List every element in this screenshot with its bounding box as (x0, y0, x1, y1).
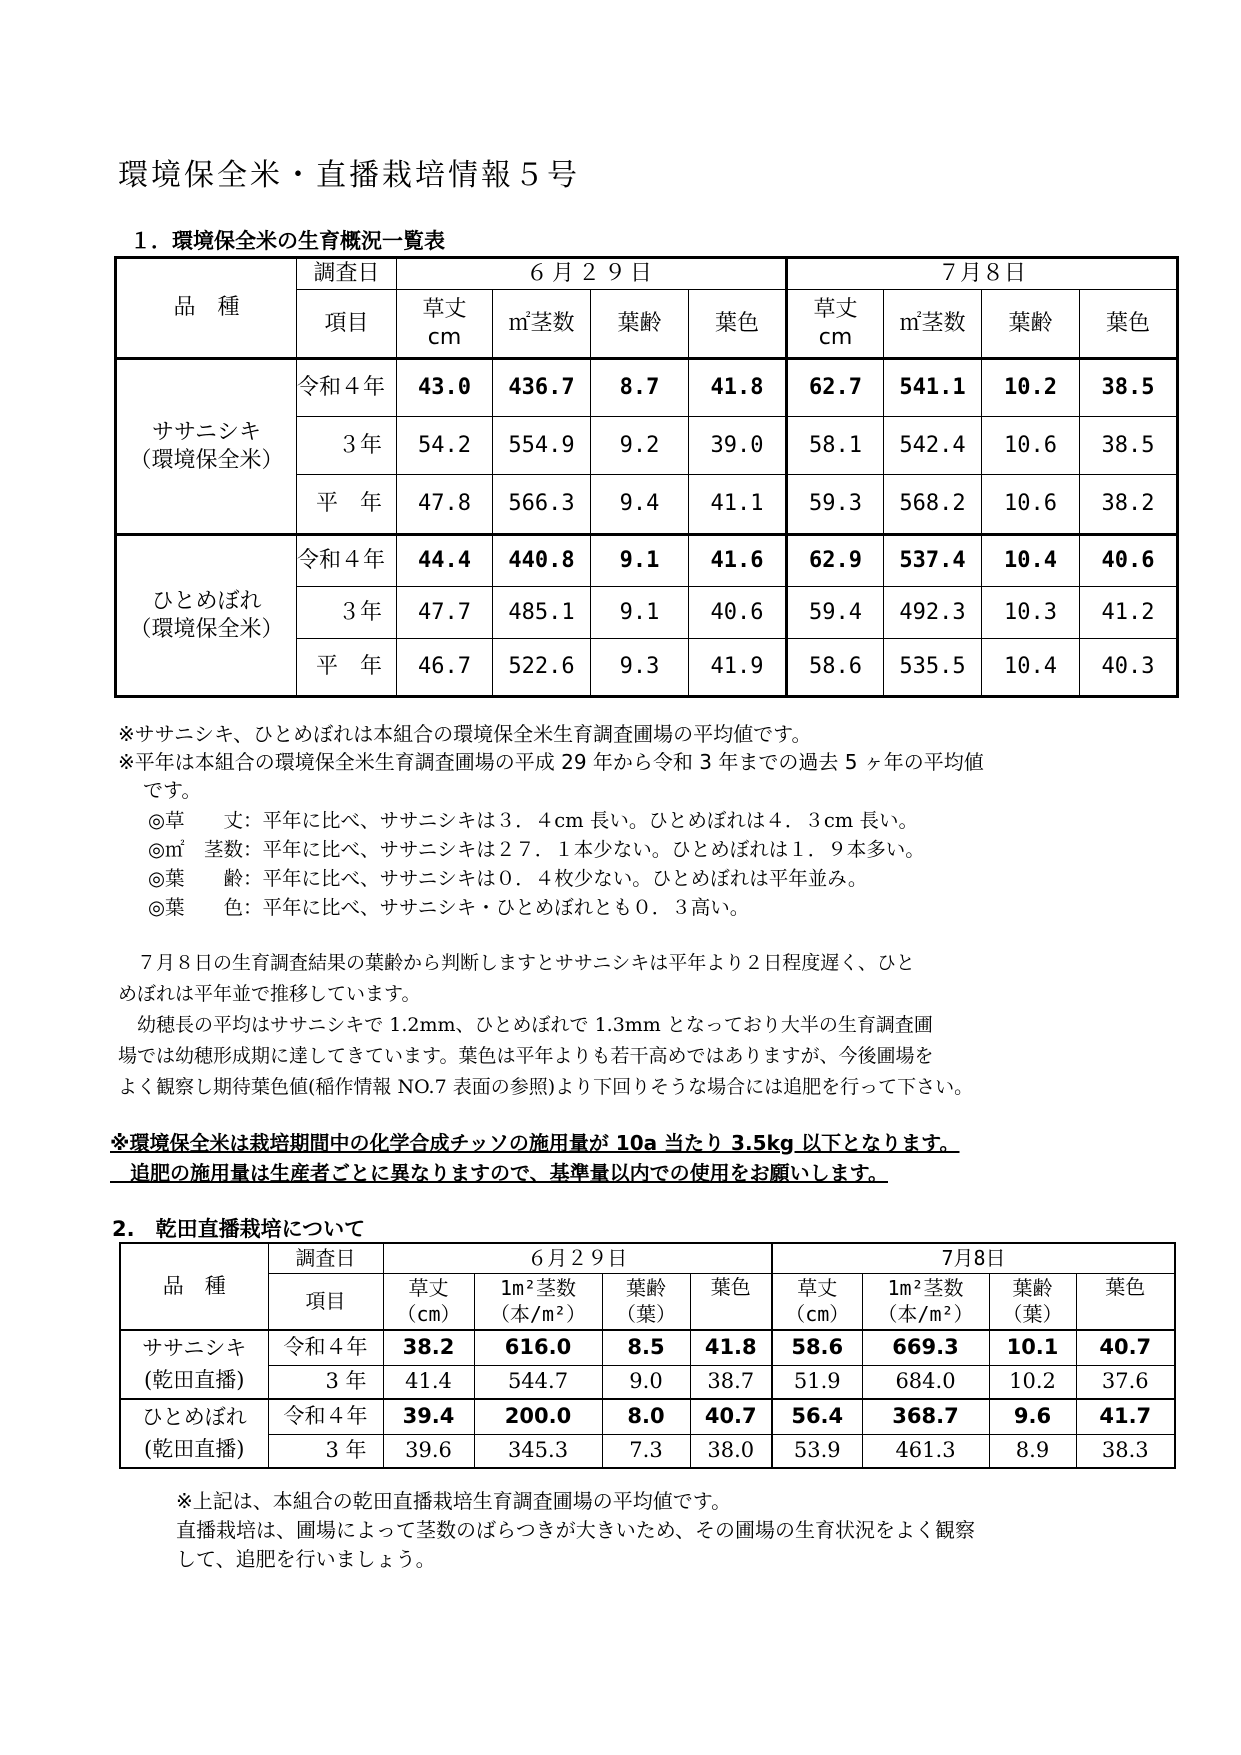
item-label: 項目 (268, 1273, 383, 1330)
date2-header: 7月8日 (772, 1243, 1175, 1273)
value-cell: 541.1 (884, 359, 982, 417)
col-leafcolor-2: 葉色 (1076, 1273, 1175, 1330)
year-label: 3 年 (268, 1434, 383, 1468)
value-cell: 616.0 (474, 1330, 602, 1365)
value-cell: 669.3 (862, 1330, 989, 1365)
col-height-unit: （cm） (396, 1302, 461, 1327)
variety-header: 品 種 (116, 258, 297, 359)
variety-header: 品 種 (120, 1243, 268, 1330)
value-cell: 535.5 (884, 639, 982, 697)
value-cell: 38.5 (1080, 417, 1178, 475)
value-cell: 39.0 (689, 417, 787, 475)
col-height (383, 1273, 474, 1330)
variety-name: ひとめぼれ (151, 589, 262, 614)
col-height-unit: cm (427, 324, 462, 350)
value-cell: 522.6 (493, 639, 591, 697)
col-stems: ㎡茎数 (493, 290, 591, 359)
bullet-leafcolor (148, 892, 749, 920)
year-label: 令和４年 (297, 535, 397, 587)
variety-note: （環境保全米） (129, 616, 284, 642)
year-label: ３年 (297, 587, 397, 639)
variety-cell (116, 535, 297, 697)
bullet-label: ◎葉 色 (148, 896, 244, 919)
value-cell: 554.9 (493, 417, 591, 475)
col-height-label: 草丈 (422, 297, 467, 322)
date2-header: ７月８日 (787, 258, 1178, 290)
value-cell: 40.6 (689, 587, 787, 639)
year-label: ３年 (297, 417, 397, 475)
value-cell: 40.6 (1080, 535, 1178, 587)
value-cell: 40.3 (1080, 639, 1178, 697)
value-cell: 58.6 (772, 1330, 862, 1365)
variety-cell (120, 1399, 268, 1468)
value-cell: 41.8 (689, 359, 787, 417)
date1-header: ６月２９日 (397, 258, 787, 290)
value-cell: 54.2 (397, 417, 493, 475)
col-leafage: 葉齢 (591, 290, 689, 359)
year-label: 平 年 (297, 475, 397, 535)
note-2: ※平年は本組合の環境保全米生育調査圃場の平成 29 年から令和 3 年までの過去 5 ヶ年の平均値 (118, 750, 984, 774)
paragraph-line: めぼれは平年並で推移しています。 (118, 983, 421, 1005)
value-cell: 47.8 (397, 475, 493, 535)
bullet-text: ：平年に比べ、ササニシキは３．４cm 長い。ひとめぼれは４．３cm 長い。 (243, 809, 918, 832)
paragraph-line: 幼穂長の平均はササニシキで 1.2mm、ひとめぼれで 1.3mm となっており大半の生育調査圃 (118, 1014, 933, 1036)
value-cell: 41.8 (690, 1330, 772, 1365)
value-cell: 58.1 (787, 417, 884, 475)
variety-note: (乾田直播) (144, 1367, 245, 1392)
col-stems-unit: （本/m²） (489, 1302, 587, 1327)
col-leafcolor: 葉色 (690, 1273, 772, 1330)
value-cell: 8.0 (602, 1399, 690, 1434)
section2-note-2: 直播栽培は、圃場によって茎数のばらつきが大きいため、その圃場の生育状況をよく観察 (176, 1518, 975, 1542)
survey-date-label: 調査日 (297, 258, 397, 290)
table-row (120, 1330, 1175, 1365)
variety-note: (乾田直播) (144, 1436, 245, 1461)
value-cell: 38.2 (1080, 475, 1178, 535)
value-cell: 10.4 (982, 535, 1080, 587)
col-leafage-unit: （葉） (616, 1302, 676, 1327)
variety-name: ひとめぼれ (141, 1405, 247, 1429)
variety-cell (120, 1330, 268, 1399)
value-cell: 38.7 (690, 1365, 772, 1399)
col-height-2 (772, 1273, 862, 1330)
bullet-label: ◎葉 齢 (148, 867, 244, 890)
value-cell: 9.0 (602, 1365, 690, 1399)
col-height-2 (787, 290, 884, 359)
value-cell: 41.2 (1080, 587, 1178, 639)
value-cell: 41.7 (1076, 1399, 1175, 1434)
value-cell: 461.3 (862, 1434, 989, 1468)
paragraph-line: よく観察し期待葉色値(稲作情報 NO.7 表面の参照)より下回りそうな場合には追肥を行って下さい。 (118, 1076, 974, 1098)
value-cell: 58.6 (787, 639, 884, 697)
table-row (120, 1434, 1175, 1468)
col-height-label: 草丈 (813, 297, 858, 322)
value-cell: 10.6 (982, 417, 1080, 475)
col-leafage-2: 葉齢 (982, 290, 1080, 359)
col-leafage-label: 葉齢 (626, 1276, 666, 1301)
value-cell: 568.2 (884, 475, 982, 535)
value-cell: 10.1 (989, 1330, 1076, 1365)
value-cell: 10.2 (989, 1365, 1076, 1399)
bullet-label: ◎㎡ 茎数 (148, 838, 244, 861)
value-cell: 440.8 (493, 535, 591, 587)
section2-heading: 2. 乾田直播栽培について (112, 1217, 366, 1241)
value-cell: 47.7 (397, 587, 493, 639)
section2-note-3: して、追肥を行いましょう。 (176, 1547, 436, 1571)
value-cell: 9.3 (591, 639, 689, 697)
value-cell: 53.9 (772, 1434, 862, 1468)
date1-header: ６月２９日 (383, 1243, 772, 1273)
paragraph-line: ７月８日の生育調査結果の葉齢から判断しますとササニシキは平年より２日程度遅く、ひと (118, 952, 915, 974)
col-leafage (602, 1273, 690, 1330)
value-cell: 41.9 (689, 639, 787, 697)
value-cell: 38.2 (383, 1330, 474, 1365)
value-cell: 9.4 (591, 475, 689, 535)
item-label: 項目 (297, 290, 397, 359)
value-cell: 39.6 (383, 1434, 474, 1468)
variety-name: ササニシキ (142, 1336, 247, 1360)
value-cell: 59.4 (787, 587, 884, 639)
value-cell: 8.9 (989, 1434, 1076, 1468)
table-row (116, 359, 1178, 417)
direct-seeding-table (119, 1242, 1176, 1469)
note-1: ※ササニシキ、ひとめぼれは本組合の環境保全米生育調査圃場の平均値です。 (118, 722, 812, 746)
value-cell: 8.5 (602, 1330, 690, 1365)
survey-date-label: 調査日 (268, 1243, 383, 1273)
bullet-height (148, 805, 918, 833)
value-cell: 537.4 (884, 535, 982, 587)
col-stems-unit: （本/m²） (877, 1302, 974, 1327)
value-cell: 492.3 (884, 587, 982, 639)
col-stems (474, 1273, 602, 1330)
year-label: 平 年 (297, 639, 397, 697)
variety-note: （環境保全米） (129, 447, 284, 473)
value-cell: 51.9 (772, 1365, 862, 1399)
value-cell: 8.7 (591, 359, 689, 417)
value-cell: 10.6 (982, 475, 1080, 535)
col-height-label: 草丈 (408, 1276, 449, 1301)
value-cell: 37.6 (1076, 1365, 1175, 1399)
col-leafcolor-2: 葉色 (1080, 290, 1178, 359)
value-cell: 542.4 (884, 417, 982, 475)
table-row (116, 535, 1178, 587)
variety-name: ササニシキ (151, 420, 262, 445)
value-cell: 38.5 (1080, 359, 1178, 417)
value-cell: 345.3 (474, 1434, 602, 1468)
note-3: です。 (143, 778, 202, 802)
value-cell: 9.6 (989, 1399, 1076, 1434)
value-cell: 200.0 (474, 1399, 602, 1434)
value-cell: 41.4 (383, 1365, 474, 1399)
value-cell: 39.4 (383, 1399, 474, 1434)
value-cell: 40.7 (1076, 1330, 1175, 1365)
bullet-leafage (148, 863, 867, 891)
value-cell: 436.7 (493, 359, 591, 417)
bullet-label: ◎草 丈 (148, 809, 244, 832)
value-cell: 40.7 (690, 1399, 772, 1434)
value-cell: 44.4 (397, 535, 493, 587)
col-stems-2 (862, 1273, 989, 1330)
value-cell: 59.3 (787, 475, 884, 535)
value-cell: 9.1 (591, 535, 689, 587)
value-cell: 544.7 (474, 1365, 602, 1399)
col-leafage-unit: （葉） (1002, 1302, 1063, 1327)
growth-summary-table (114, 256, 1179, 698)
table-row (120, 1365, 1175, 1399)
section1-heading: １．環境保全米の生育概況一覧表 (130, 229, 445, 253)
value-cell: 62.9 (787, 535, 884, 587)
paragraph-line: 場では幼穂形成期に達してきています。葉色は平年よりも若干高めではありますが、今後圃場を (118, 1045, 934, 1067)
value-cell: 485.1 (493, 587, 591, 639)
page-title: 環境保全米・直播栽培情報５号 (118, 158, 580, 193)
col-stems-label: 1m²茎数 (499, 1276, 577, 1301)
value-cell: 38.3 (1076, 1434, 1175, 1468)
year-label: 令和４年 (297, 359, 397, 417)
value-cell: 7.3 (602, 1434, 690, 1468)
warning-line-1: ※環境保全米は栽培期間中の化学合成チッソの施用量が 10a 当たり 3.5kg 以下となります。 (110, 1131, 960, 1155)
variety-cell (116, 359, 297, 535)
section2-note-1: ※上記は、本組合の乾田直播栽培生育調査圃場の平均値です。 (176, 1489, 732, 1513)
value-cell: 56.4 (772, 1399, 862, 1434)
value-cell: 41.6 (689, 535, 787, 587)
bullet-text: ：平年に比べ、ササニシキは０．４枚少ない。ひとめぼれは平年並み。 (243, 867, 868, 890)
value-cell: 9.2 (591, 417, 689, 475)
col-height-unit: （cm） (785, 1302, 850, 1327)
year-label: 3 年 (268, 1365, 383, 1399)
col-leafage-label: 葉齢 (1012, 1276, 1053, 1301)
col-leafcolor: 葉色 (689, 290, 787, 359)
col-stems-2: ㎡茎数 (884, 290, 982, 359)
bullet-text: ：平年に比べ、ササニシキ・ひとめぼれとも０．３高い。 (243, 896, 750, 919)
col-height-unit: cm (818, 324, 853, 350)
value-cell: 10.3 (982, 587, 1080, 639)
table-row (120, 1399, 1175, 1434)
bullet-stems (148, 834, 925, 862)
value-cell: 10.2 (982, 359, 1080, 417)
value-cell: 684.0 (862, 1365, 989, 1399)
value-cell: 41.1 (689, 475, 787, 535)
col-leafage-2 (989, 1273, 1076, 1330)
value-cell: 9.1 (591, 587, 689, 639)
value-cell: 38.0 (690, 1434, 772, 1468)
year-label: 令和４年 (268, 1330, 383, 1365)
value-cell: 566.3 (493, 475, 591, 535)
bullet-text: ：平年に比べ、ササニシキは２７．１本少ない。ひとめぼれは１．９本多い。 (243, 838, 925, 861)
value-cell: 46.7 (397, 639, 493, 697)
col-stems-label: 1m²茎数 (887, 1276, 964, 1301)
year-label: 令和４年 (268, 1399, 383, 1434)
value-cell: 62.7 (787, 359, 884, 417)
warning-line-2: 追肥の施用量は生産者ごとに異なりますので、基準量以内での使用をお願いします。 (110, 1161, 888, 1185)
col-height-label: 草丈 (797, 1276, 838, 1301)
value-cell: 43.0 (397, 359, 493, 417)
col-height (397, 290, 493, 359)
value-cell: 368.7 (862, 1399, 989, 1434)
value-cell: 10.4 (982, 639, 1080, 697)
